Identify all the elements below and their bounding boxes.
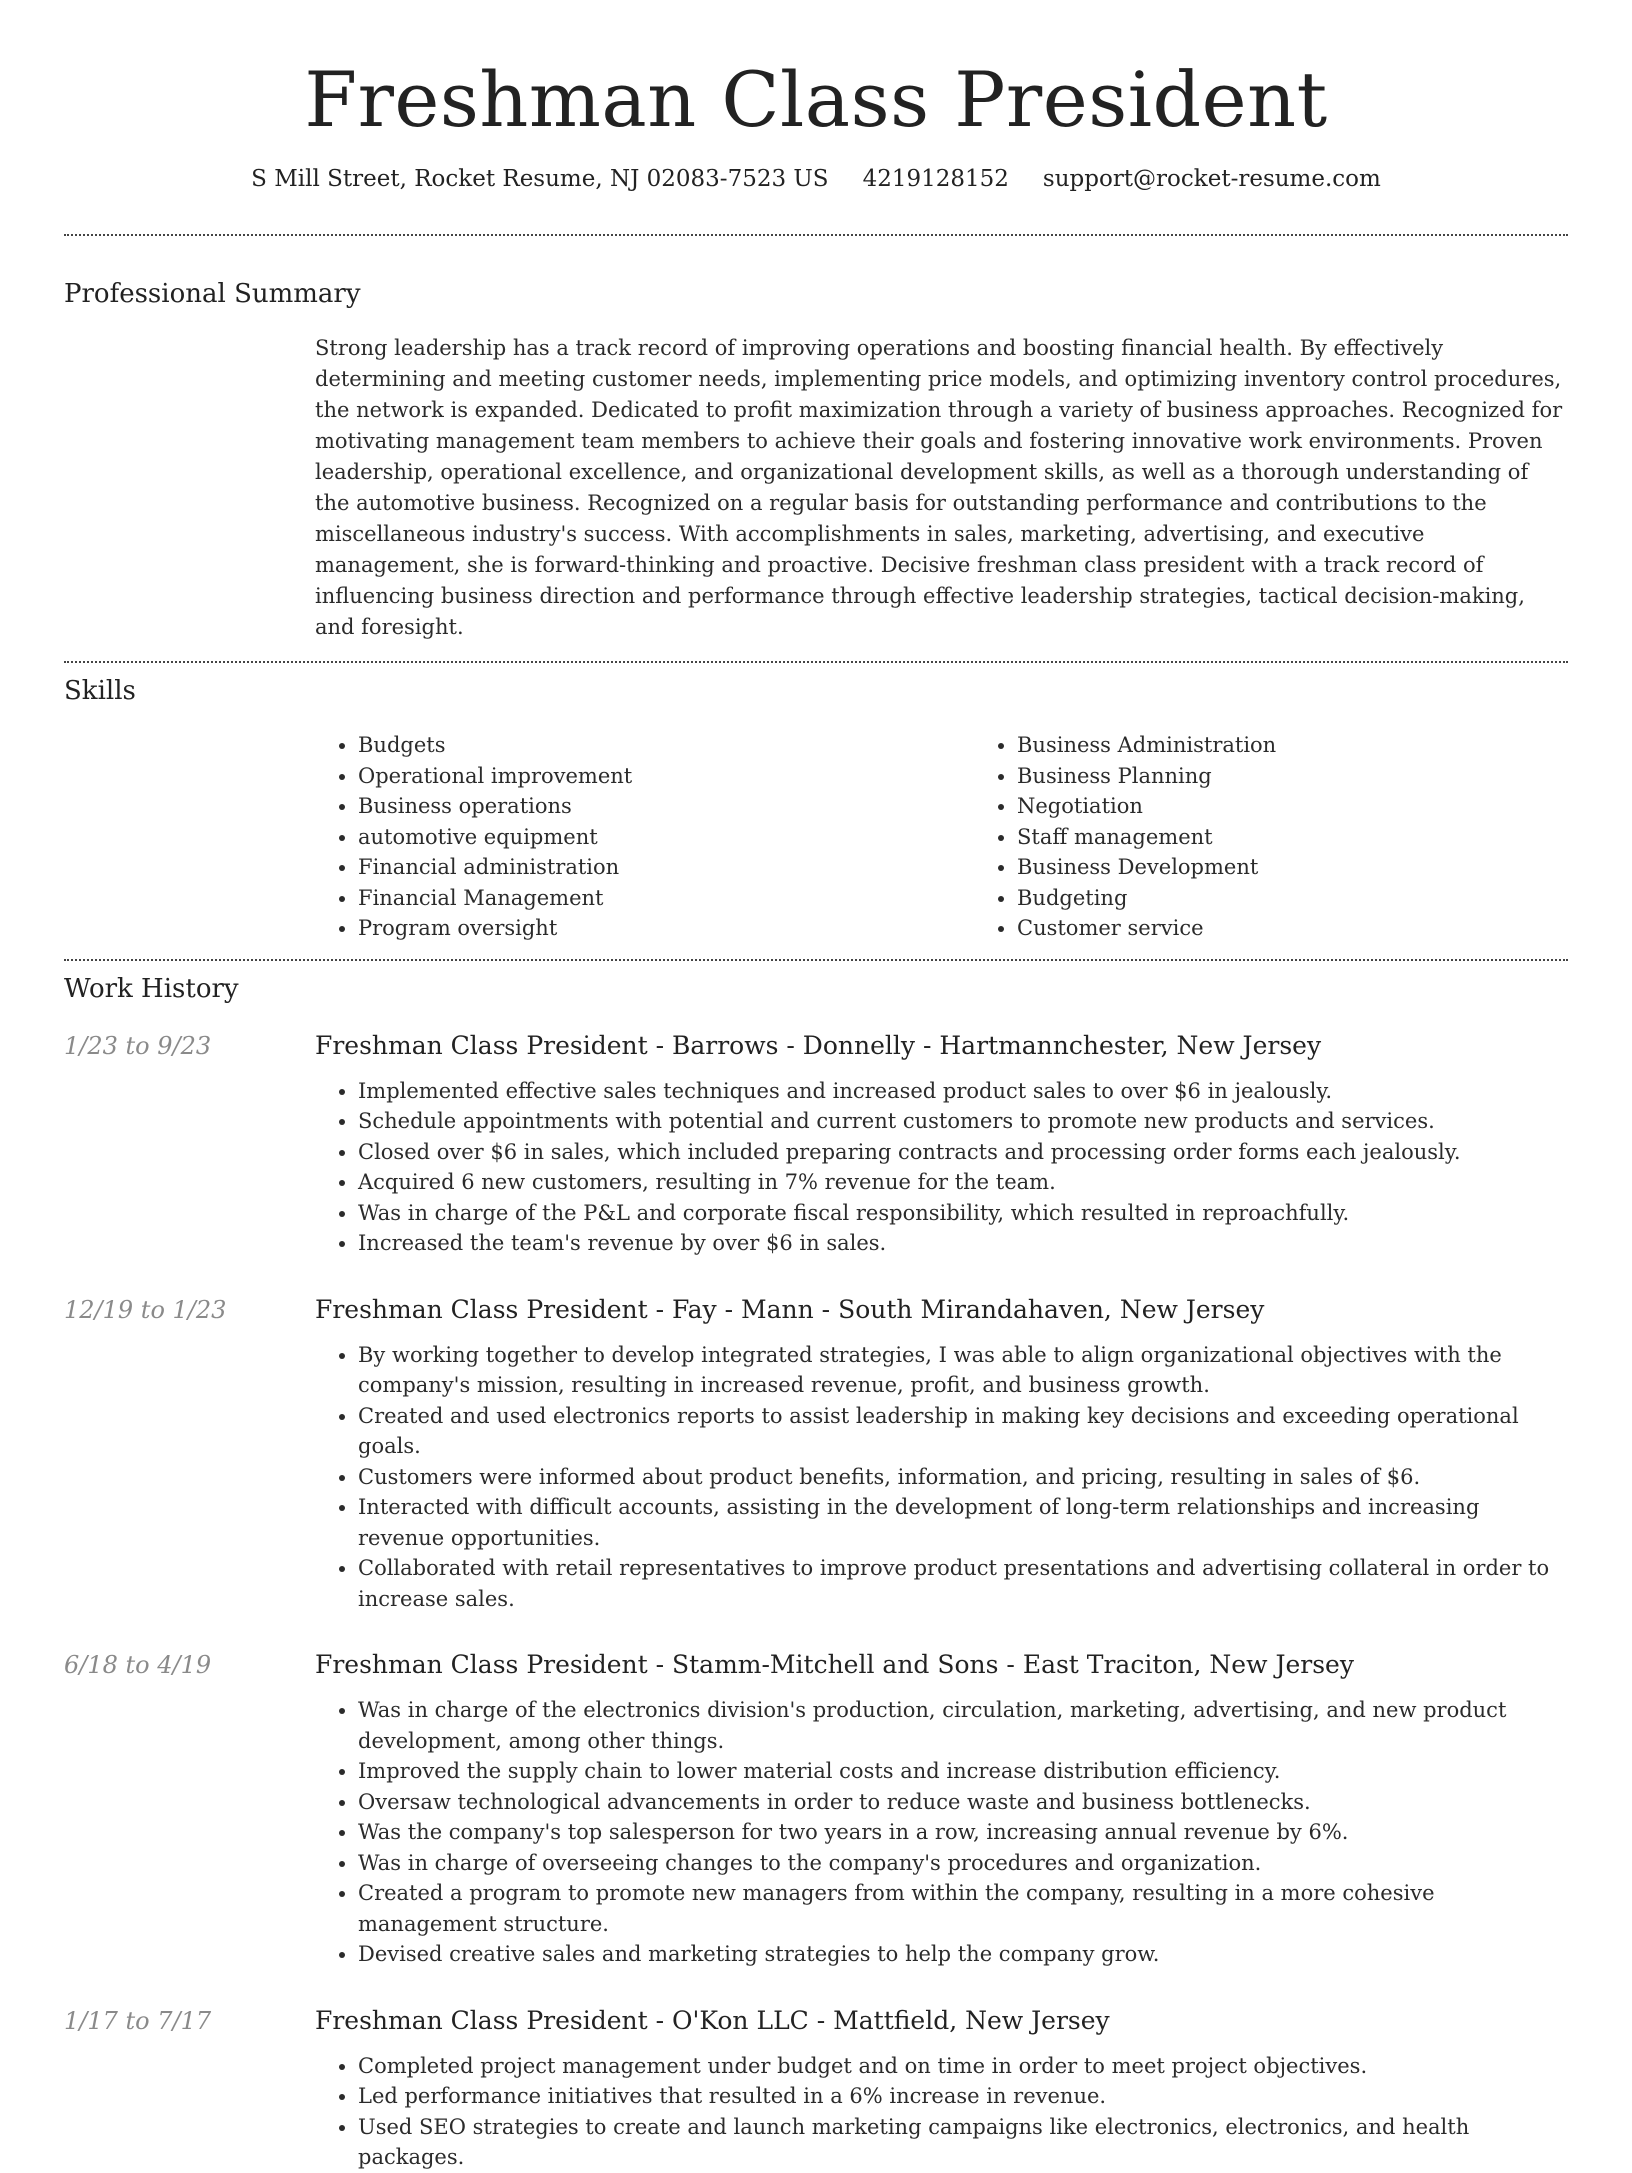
job-title: Freshman Class President: [315, 2005, 648, 2035]
job-location: East Traciton, New Jersey: [1022, 1650, 1354, 1679]
job-title: Freshman Class President: [315, 1650, 648, 1679]
resume-page: [64, 0, 1568, 2169]
resume-header: [64, 0, 1568, 196]
job-location: Mattfield, New Jersey: [833, 2005, 1110, 2035]
skill-item: • Business Development: [1017, 852, 1276, 883]
phone-text: 4219128152: [862, 166, 1009, 192]
work-history-section: [64, 971, 1568, 2173]
job-bullet: • Was in charge of overseeing changes to the company's procedures and organization.: [358, 1848, 1568, 1879]
job-bullet: • Closed over $6 in sales, which included preparing contracts and processing order forms each jealously.: [358, 1137, 1568, 1168]
job-company: Barrows - Donnelly: [672, 1030, 916, 1060]
job-bullets: [315, 1695, 1568, 1970]
summary-section: [64, 276, 1568, 643]
job-dates: 1/23 to 9/23: [64, 1031, 212, 1060]
email-text: support@rocket-resume.com: [1042, 166, 1381, 192]
job-bullet: • Oversaw technological advancements in order to reduce waste and business bottlenecks.: [358, 1787, 1568, 1818]
skill-item: • Business Planning: [1017, 761, 1276, 792]
job-dates: 1/17 to 7/17: [64, 2006, 212, 2035]
job-bullet: • Created and used electronics reports to assist leadership in making key decisions and exceeding operational goals.: [358, 1401, 1568, 1462]
skill-item: • Program oversight: [358, 913, 974, 944]
job-entry: [64, 1292, 1568, 1615]
job-location: Hartmannchester, New Jersey: [939, 1030, 1322, 1060]
job-bullet: • Implemented effective sales techniques and increased product sales to over $6 in jealously.: [358, 1076, 1568, 1107]
job-bullet: • Completed project management under budget and on time in order to meet project objectives.: [358, 2051, 1568, 2082]
section-divider: [64, 661, 1568, 663]
job-bullet: • Was in charge of the electronics division's production, circulation, marketing, advertising, and new product development, among other things.: [358, 1695, 1568, 1756]
job-bullet: • Was in charge of the P&L and corporate fiscal responsibility, which resulted in reproachfully.: [358, 1198, 1568, 1229]
job-location: South Mirandahaven, New Jersey: [838, 1294, 1265, 1324]
skill-item: • Staff management: [1017, 822, 1276, 853]
job-bullet: • Customers were informed about product benefits, information, and pricing, resulting in sales of $6.: [358, 1462, 1568, 1493]
job-company: O'Kon LLC: [672, 2005, 809, 2035]
skill-item: • Financial Management: [358, 883, 974, 914]
summary-heading: Professional Summary: [64, 279, 361, 309]
job-bullet: • Was the company's top salesperson for two years in a row, increasing annual revenue by 6%.: [358, 1817, 1568, 1848]
skills-section: [64, 673, 1568, 944]
job-dates: 12/19 to 1/23: [64, 1295, 227, 1324]
job-heading: Freshman Class President - Barrows - Donnelly - Hartmannchester, New Jersey: [315, 1030, 1322, 1060]
work-history-heading: Work History: [64, 973, 239, 1004]
job-heading: Freshman Class President - Stamm-Mitchell and Sons - East Traciton, New Jersey: [315, 1650, 1354, 1679]
skill-item: • Budgeting: [1017, 883, 1276, 914]
skill-item: • Business operations: [358, 791, 974, 822]
job-bullet: • Devised creative sales and marketing strategies to help the company grow.: [358, 1939, 1568, 1970]
section-divider: [64, 234, 1568, 236]
job-entry: [64, 1647, 1568, 1970]
job-entry: [64, 2003, 1568, 2173]
skill-item: • Business Administration: [1017, 730, 1276, 761]
job-bullet: • Created a program to promote new managers from within the company, resulting in a more cohesive management structure.: [358, 1878, 1568, 1939]
job-bullets: [315, 1076, 1568, 1259]
job-bullet: • Acquired 6 new customers, resulting in 7% revenue for the team.: [358, 1167, 1568, 1198]
job-entry: [64, 1028, 1568, 1259]
job-title: Freshman Class President: [315, 1030, 648, 1060]
skills-heading: Skills: [64, 676, 136, 706]
job-title: Freshman Class President: [315, 1294, 648, 1324]
job-bullet: • Increased the team's revenue by over $6 in sales.: [358, 1228, 1568, 1259]
contact-line: [64, 162, 1568, 196]
job-bullet: • Used SEO strategies to create and launch marketing campaigns like electronics, electronics, and health packages.: [358, 2112, 1568, 2173]
job-dates: 6/18 to 4/19: [64, 1651, 212, 1679]
job-heading: Freshman Class President - O'Kon LLC - Mattfield, New Jersey: [315, 2005, 1110, 2035]
job-bullets: [315, 1340, 1568, 1615]
section-divider: [64, 959, 1568, 961]
skill-item: • Customer service: [1017, 913, 1276, 944]
job-bullet: • Improved the supply chain to lower material costs and increase distribution efficiency.: [358, 1756, 1568, 1787]
job-bullet: • Interacted with difficult accounts, assisting in the development of long-term relationships and increasing revenue opportunities.: [358, 1492, 1568, 1553]
job-bullet: • Led performance initiatives that resulted in a 6% increase in revenue.: [358, 2081, 1568, 2112]
skill-item: • Financial administration: [358, 852, 974, 883]
job-bullet: • By working together to develop integrated strategies, I was able to align organizational objectives with the company's mission, resulting in increased revenue, profit, and business growth.: [358, 1340, 1568, 1401]
job-bullet: • Schedule appointments with potential and current customers to promote new products and services.: [358, 1106, 1568, 1137]
summary-text: Strong leadership has a track record of improving operations and boosting financial health. By effectively determining and meeting customer needs, implementing price models, and optimizing inventory control procedures, the network is expanded. Dedicated to profit maximization through a variety of business approaches. Recognized for motivating management team members to achieve their goals and fostering innovative work environments. Proven leadership, operational excellence, and organizational development skills, as well as a thorough understanding of the automotive business. Recognized on a regular basis for outstanding performance and contributions to the miscellaneous industry's success. With accomplishments in sales, marketing, advertising, and executive management, she is forward-thinking and proactive. Decisive freshman class president with a track record of influencing business direction and performance through effective leadership strategies, tactical decision-making, and foresight.: [315, 336, 1563, 639]
skills-list-left: [315, 730, 974, 944]
skill-item: • Budgets: [358, 730, 974, 761]
job-company: Stamm-Mitchell and Sons: [672, 1650, 999, 1679]
job-company: Fay - Mann: [672, 1294, 814, 1324]
job-heading: Freshman Class President - Fay - Mann - South Mirandahaven, New Jersey: [315, 1294, 1265, 1324]
job-bullet: • Collaborated with retail representatives to improve product presentations and advertising collateral in order to increase sales.: [358, 1553, 1568, 1614]
skill-item: • Operational improvement: [358, 761, 974, 792]
address-text: S Mill Street, Rocket Resume, NJ 02083-7523 US: [251, 166, 829, 192]
skill-item: • Negotiation: [1017, 791, 1276, 822]
candidate-name: Freshman Class President: [304, 55, 1328, 144]
skill-item: • automotive equipment: [358, 822, 974, 853]
skills-list-right: [974, 730, 1276, 944]
